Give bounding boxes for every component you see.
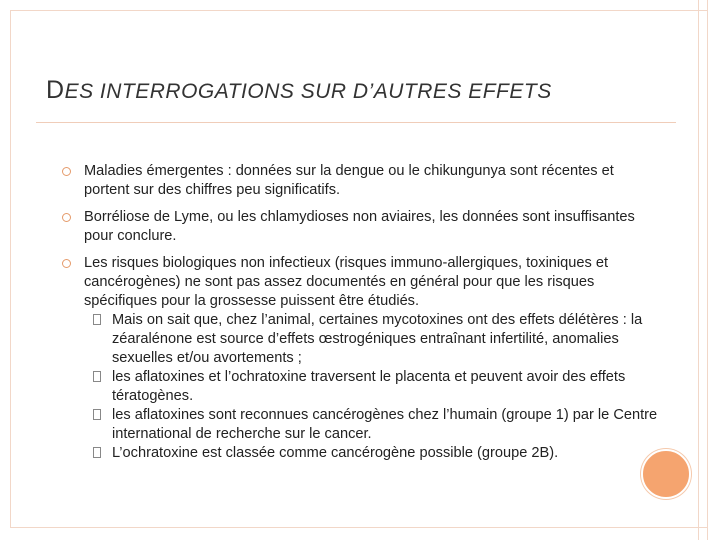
sub-item-text: Mais on sait que, chez l’animal, certaines mycotoxines ont des effets délétères : la zéaralénone est source d’effets œstrogéniques entraînant infertilité, anomalies sexuelles et/ou avortements ; bbox=[112, 312, 643, 366]
bullet-item bbox=[60, 162, 660, 200]
circle-bullet-icon bbox=[62, 259, 71, 268]
sub-list-item bbox=[84, 368, 660, 406]
sub-item-text: les aflatoxines et l’ochratoxine traversent le placenta et peuvent avoir des effets tératogènes. bbox=[112, 369, 626, 404]
title-divider bbox=[36, 122, 676, 123]
square-bullet-icon bbox=[93, 314, 101, 325]
slide-frame-right-band bbox=[698, 0, 708, 540]
slide-title bbox=[46, 76, 552, 105]
circle-bullet-icon bbox=[62, 167, 71, 176]
sub-list-item bbox=[84, 406, 660, 444]
bullet-item bbox=[60, 208, 660, 246]
sub-list bbox=[84, 311, 660, 463]
bullet-item bbox=[60, 254, 660, 463]
bullet-text: Maladies émergentes : données sur la dengue ou le chikungunya sont récentes et portent sur des chiffres peu significatifs. bbox=[84, 163, 614, 198]
bullet-text: Borréliose de Lyme, ou les chlamydioses non aviaires, les données sont insuffisantes pour conclure. bbox=[84, 209, 635, 244]
square-bullet-icon bbox=[93, 447, 101, 458]
square-bullet-icon bbox=[93, 371, 101, 382]
sub-list-item bbox=[84, 311, 660, 368]
sub-item-text: L’ochratoxine est classée comme cancérogène possible (groupe 2B). bbox=[112, 445, 559, 461]
title-first-letter: D bbox=[46, 76, 65, 104]
slide-content bbox=[60, 162, 660, 471]
title-rest: ES INTERROGATIONS SUR D’AUTRES EFFETS bbox=[64, 80, 552, 103]
sub-list-item bbox=[84, 444, 660, 463]
bullet-text: Les risques biologiques non infectieux (risques immuno-allergiques, toxiniques et cancérogènes) ne sont pas assez documentés en général pour que les risques spécifiques pour la grossesse puissent être étudiés. bbox=[84, 255, 609, 309]
sub-item-text: les aflatoxines sont reconnues cancérogènes chez l’humain (groupe 1) par le Centre international de recherche sur le cancer. bbox=[112, 407, 658, 442]
decorative-circle bbox=[641, 449, 691, 499]
circle-bullet-icon bbox=[62, 213, 71, 222]
square-bullet-icon bbox=[93, 409, 101, 420]
